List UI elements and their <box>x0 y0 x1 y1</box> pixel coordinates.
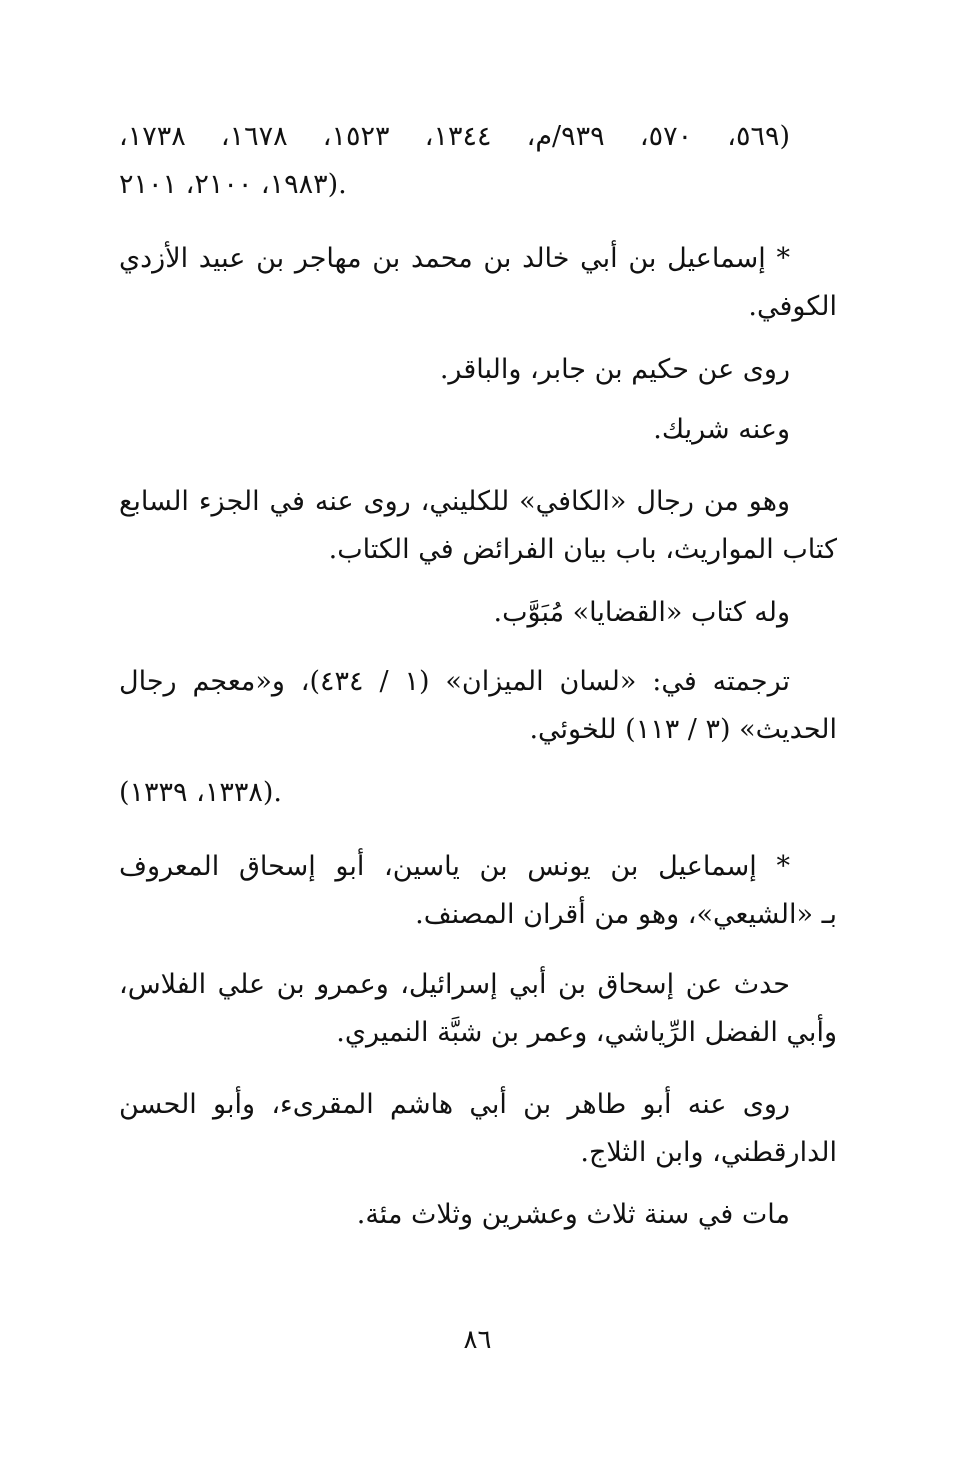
narrated-by-line: وعنه شريك. <box>653 414 790 445</box>
death-date-line: مات في سنة ثلاث وعشرين وثلاث مئة. <box>356 1199 790 1230</box>
narrated-from-line: روى عن حكيم بن جابر، والباقر. <box>439 354 790 385</box>
reference-numbers-line-3: (١٣٣٨، ١٣٣٩). <box>119 777 282 808</box>
reference-numbers-line-2: ١٩٨٣، ٢١٠٠، ٢١٠١). <box>119 169 347 200</box>
book-title-line: وله كتاب «القضايا» مُبَوَّب. <box>493 597 790 628</box>
narrated-from-line-2: حدث عن إسحاق بن أبي إسرائيل، وعمرو بن علي الفلاس، <box>119 969 790 1000</box>
kafi-reference-line-2: كتاب المواريث، باب بيان الفرائض في الكتاب. <box>328 534 837 565</box>
reference-numbers-line-1: (٥٦٩، ٥٧٠، ٩٣٩/م، ١٣٤٤، ١٥٢٣، ١٦٧٨، ١٧٣٨، <box>119 121 791 152</box>
biography-sources-line-2: الحديث» (٣ / ١١٣) للخوئي. <box>529 714 837 745</box>
kafi-reference-line-1: وهو من رجال «الكافي» للكليني، روى عنه في الجزء السابع <box>119 486 790 517</box>
entry-heading-continuation: الكوفي. <box>748 291 837 322</box>
entry-heading-ismail-ibn-yunus: * إسماعيل بن يونس بن ياسين، أبو إسحاق المعروف <box>119 851 790 882</box>
entry-heading-continuation-2: بـ «الشيعي»، وهو من أقران المصنف. <box>415 899 837 930</box>
page-number: ٨٦ <box>463 1325 492 1355</box>
biography-sources-line-1: ترجمته في: «لسان الميزان» (١ / ٤٣٤)، و«معجم رجال <box>119 666 790 697</box>
narrated-by-line-2: روى عنه أبو طاهر بن أبي هاشم المقرىء، وأبو الحسن <box>119 1089 790 1120</box>
narrated-from-line-3: وأبي الفضل الرِّياشي، وعمر بن شبَّة النميري. <box>336 1017 837 1048</box>
entry-heading-ismail-ibn-abi-khalid: * إسماعيل بن أبي خالد بن محمد بن مهاجر بن عبيد الأزدي <box>119 243 790 274</box>
narrated-by-line-3: الدارقطني، وابن الثلاج. <box>580 1137 837 1168</box>
